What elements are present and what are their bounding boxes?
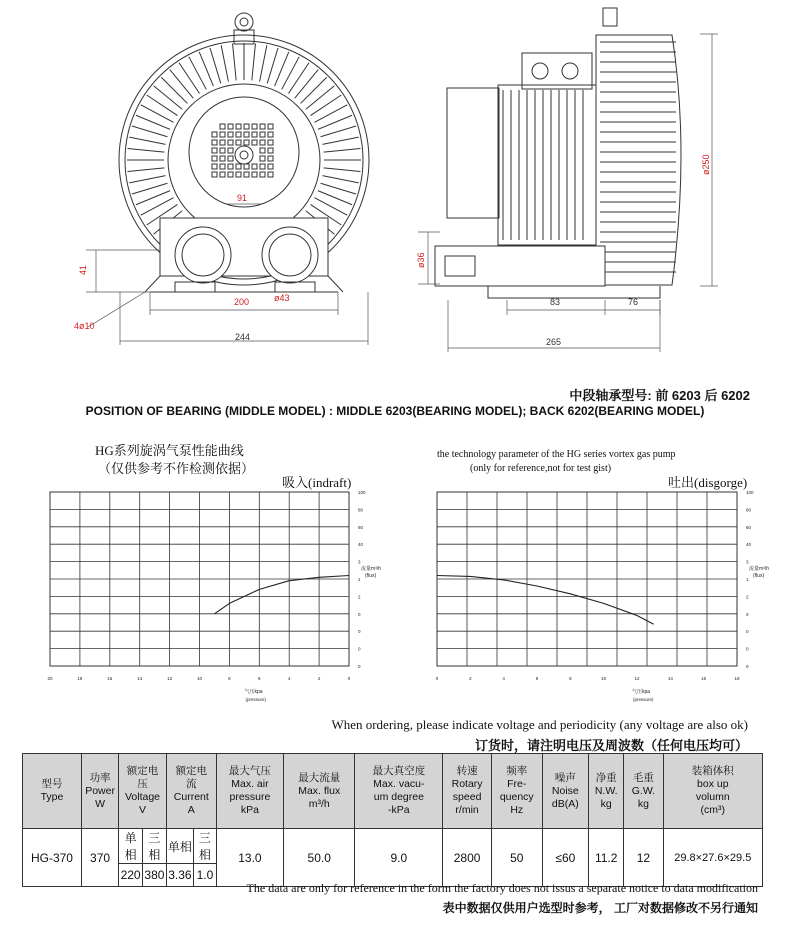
chart-frame bbox=[50, 492, 349, 666]
spec-table bbox=[22, 753, 763, 887]
y-tick-label: 1 bbox=[358, 577, 361, 582]
header-pressure: 最大气压 Max. air pressure kPa bbox=[216, 754, 283, 829]
y-tick-label: 60 bbox=[358, 524, 364, 530]
dim-200: 200 bbox=[234, 297, 250, 307]
vent-slot bbox=[228, 156, 233, 161]
series-line-disgorge bbox=[437, 576, 654, 625]
series-line-indraft bbox=[215, 576, 350, 614]
y-tick-label: 1 bbox=[746, 577, 749, 582]
vent-slot bbox=[220, 124, 225, 129]
flux-axis-label: 流量m³/h bbox=[361, 566, 382, 572]
x-tick-label: 18 bbox=[734, 676, 740, 681]
header-vacuum: 最大真空度 Max. vacu- um degree -kPa bbox=[355, 754, 443, 829]
vent-slot bbox=[244, 164, 249, 169]
fin-line bbox=[321, 126, 356, 137]
fin-line bbox=[321, 183, 356, 194]
vent-slot bbox=[268, 124, 273, 129]
front-view bbox=[86, 13, 369, 345]
y-tick-label: 0 bbox=[358, 646, 361, 652]
x-tick-label: 2 bbox=[317, 676, 321, 681]
vent-slot bbox=[228, 148, 233, 153]
y-tick-label: 40 bbox=[746, 542, 752, 548]
vent-slot bbox=[260, 172, 265, 177]
pressure-axis-label: 气压kpa bbox=[632, 689, 651, 695]
indraft-chart bbox=[47, 490, 381, 702]
dim-83: 83 bbox=[550, 297, 561, 307]
header-box-volume: 装箱体积 box up volumn (cm³) bbox=[663, 754, 762, 829]
cell-speed: 2800 bbox=[443, 829, 492, 887]
vent-slot bbox=[268, 132, 273, 137]
vent-slot bbox=[220, 132, 225, 137]
vent-slot bbox=[236, 164, 241, 169]
vent-slot bbox=[212, 164, 217, 169]
x-tick-label: 2 bbox=[469, 676, 472, 681]
vent-slot bbox=[228, 164, 233, 169]
cooling-fins bbox=[127, 43, 361, 234]
vent-slot bbox=[244, 172, 249, 177]
header-speed: 转速 Rotary speed r/min bbox=[443, 754, 492, 829]
vent-slot bbox=[236, 172, 241, 177]
cell-pressure: 13.0 bbox=[216, 829, 283, 887]
y-tick-label: 0 bbox=[358, 664, 361, 669]
fin-line bbox=[132, 183, 167, 194]
fin-line bbox=[128, 168, 165, 172]
x-tick-label: 0 bbox=[435, 676, 439, 681]
curve-title-cn: HG系列旋涡气泵性能曲线 bbox=[95, 443, 244, 458]
bearing-info-en: POSITION OF BEARING (MIDDLE MODEL) : MIDDLE 6203(BEARING MODEL); BACK 6202(BEARING MODEL) bbox=[85, 404, 705, 418]
flux-axis-unit: (flux) bbox=[753, 573, 765, 579]
vent-slot bbox=[252, 172, 257, 177]
footer-note-en: The data are only for reference in the form the factory does not issus a separate notice to data modification bbox=[246, 881, 758, 895]
cell-voltage-single: 220 bbox=[119, 864, 143, 887]
curve-subtitle-cn: （仅供参考不作检测依据） bbox=[98, 461, 255, 476]
flux-axis-unit: (flux) bbox=[365, 573, 377, 579]
phase-three-voltage: 三相 bbox=[143, 829, 167, 864]
bearing-info-cn: 中段轴承型号: 前 6203 后 6202 bbox=[569, 388, 750, 403]
vent-slot bbox=[260, 124, 265, 129]
vent-slot bbox=[252, 124, 257, 129]
fin-line bbox=[260, 45, 267, 81]
vent-slot bbox=[268, 148, 273, 153]
dim-244: 244 bbox=[235, 332, 251, 342]
fin-line bbox=[128, 149, 165, 153]
y-tick-label: 2 bbox=[746, 594, 749, 600]
motor-fins bbox=[503, 90, 583, 240]
x-tick-label: 12 bbox=[634, 676, 640, 681]
fin-line bbox=[301, 77, 327, 103]
vent-slot bbox=[228, 132, 233, 137]
flux-axis-label: 流量m³/h bbox=[749, 566, 770, 572]
x-tick-label: 0 bbox=[347, 676, 351, 681]
vent-slot bbox=[260, 140, 265, 145]
cell-flux: 50.0 bbox=[284, 829, 355, 887]
vent-slot bbox=[268, 164, 273, 169]
vent-slot bbox=[252, 140, 257, 145]
fin-line bbox=[324, 149, 361, 153]
y-tick-label: 0 bbox=[746, 629, 749, 635]
order-note-en: When ordering, please indicate voltage and periodicity (any voltage are also ok) bbox=[331, 717, 748, 732]
header-frequency: 频率 Fre- quency Hz bbox=[491, 754, 542, 829]
dim-43: ø43 bbox=[274, 293, 290, 303]
fin-line bbox=[322, 137, 358, 144]
vent-slot bbox=[252, 164, 257, 169]
vent-slot bbox=[212, 148, 217, 153]
cell-power: 370 bbox=[81, 829, 118, 887]
fin-line bbox=[170, 70, 193, 99]
engineering-drawing bbox=[0, 0, 790, 380]
header-noise: 噪声 Noise dB(A) bbox=[542, 754, 589, 829]
footer-note-cn: 表中数据仅供用户选型时参考， 工厂对数据修改不另行通知 bbox=[442, 901, 758, 915]
curve-subtitle-en: (only for reference,not for test gist) bbox=[470, 463, 612, 474]
phase-three-current: 三相 bbox=[194, 829, 217, 864]
dim-41: 41 bbox=[78, 264, 88, 275]
dim-36: ø36 bbox=[416, 252, 426, 268]
fin-line bbox=[161, 77, 187, 103]
header-net-weight: 净重 N.W. kg bbox=[589, 754, 624, 829]
cell-gross-weight: 12 bbox=[624, 829, 663, 887]
vent-slot bbox=[236, 132, 241, 137]
y-tick-label: 0 bbox=[746, 664, 749, 669]
y-tick-label: 80 bbox=[746, 507, 752, 513]
y-tick-label: 3 bbox=[746, 559, 749, 565]
fin-line bbox=[295, 70, 318, 99]
x-tick-label: 14 bbox=[667, 676, 673, 681]
cell-frequency: 50 bbox=[491, 829, 542, 887]
vent-slot bbox=[212, 140, 217, 145]
cell-noise: ≤60 bbox=[542, 829, 589, 887]
dim-4-10: 4ø10 bbox=[74, 321, 95, 331]
cell-vacuum: 9.0 bbox=[355, 829, 443, 887]
y-tick-label: 0 bbox=[746, 646, 749, 652]
vent-slot bbox=[228, 140, 233, 145]
x-tick-label: 14 bbox=[137, 676, 143, 681]
header-flux: 最大流量 Max. flux m³/h bbox=[284, 754, 355, 829]
vent-slot bbox=[244, 132, 249, 137]
order-note-cn: 订货时，请注明电压及周波数（任何电压均可） bbox=[474, 738, 748, 753]
cell-model: HG-370 bbox=[23, 829, 82, 887]
vent-slot bbox=[212, 172, 217, 177]
header-voltage: 额定电 压 Voltage V bbox=[119, 754, 167, 829]
header-power: 功率 Power W bbox=[81, 754, 118, 829]
vent-slot bbox=[252, 132, 257, 137]
fin-line bbox=[324, 168, 361, 172]
chart-frame bbox=[437, 492, 737, 666]
vent-slot bbox=[244, 140, 249, 145]
vent-slot bbox=[228, 172, 233, 177]
x-tick-label: 8 bbox=[228, 676, 231, 681]
dim-250: ø250 bbox=[701, 154, 711, 175]
vent-slot bbox=[260, 156, 265, 161]
vent-slot bbox=[260, 132, 265, 137]
table-header-row bbox=[23, 754, 763, 829]
y-tick-label: 100 bbox=[358, 490, 366, 495]
y-tick-label: 80 bbox=[358, 507, 364, 513]
x-tick-label: 20 bbox=[47, 676, 53, 681]
dim-76: 76 bbox=[628, 297, 639, 307]
vent-slot bbox=[268, 172, 273, 177]
cell-current-single: 3.36 bbox=[166, 864, 193, 887]
y-tick-label: 60 bbox=[746, 524, 752, 530]
vent-slot bbox=[220, 156, 225, 161]
cell-current-three: 1.0 bbox=[194, 864, 217, 887]
x-tick-label: 6 bbox=[258, 676, 261, 681]
vent-slot bbox=[212, 156, 217, 161]
indraft-label: 吸入(indraft) bbox=[282, 475, 352, 490]
vent-grid bbox=[212, 124, 273, 177]
vent-slot bbox=[220, 140, 225, 145]
x-tick-label: 4 bbox=[502, 676, 505, 681]
y-tick-label: 100 bbox=[746, 490, 754, 495]
x-tick-label: 10 bbox=[196, 676, 203, 681]
cell-voltage-three: 380 bbox=[143, 864, 167, 887]
x-tick-label: 6 bbox=[535, 676, 539, 681]
vent-slot bbox=[236, 140, 241, 145]
disgorge-chart bbox=[436, 490, 769, 702]
x-tick-label: 16 bbox=[107, 676, 113, 681]
pressure-axis-unit: (pressure) bbox=[633, 697, 654, 702]
fin-line bbox=[129, 176, 165, 183]
y-tick-label: 3 bbox=[358, 559, 361, 565]
fin-line bbox=[129, 137, 165, 144]
table-row bbox=[23, 829, 763, 864]
x-tick-label: 18 bbox=[77, 676, 83, 681]
fin-line bbox=[267, 48, 278, 83]
header-gross-weight: 毛重 G.W. kg bbox=[624, 754, 663, 829]
y-tick-label: 0 bbox=[358, 629, 361, 635]
y-tick-label: 2 bbox=[358, 594, 361, 600]
header-current: 额定电 流 Current A bbox=[166, 754, 216, 829]
x-tick-label: 4 bbox=[287, 676, 291, 681]
dim-265: 265 bbox=[546, 337, 562, 347]
fin-line bbox=[147, 95, 178, 116]
vent-slot bbox=[228, 124, 233, 129]
pressure-axis-unit: (pressure) bbox=[245, 697, 267, 702]
pressure-axis-label: 气压kpa bbox=[244, 689, 263, 695]
fin-line bbox=[221, 45, 228, 81]
vent-slot bbox=[260, 148, 265, 153]
fin-line bbox=[210, 48, 221, 83]
cell-net-weight: 11.2 bbox=[589, 829, 624, 887]
fin-line bbox=[233, 44, 237, 81]
fin-line bbox=[179, 63, 200, 94]
vent-slot bbox=[236, 124, 241, 129]
fin-line bbox=[132, 126, 167, 137]
x-tick-label: 16 bbox=[701, 676, 707, 681]
fin-line bbox=[322, 176, 358, 183]
vent-slot bbox=[244, 124, 249, 129]
x-tick-label: 8 bbox=[569, 676, 572, 681]
y-tick-label: 40 bbox=[358, 542, 364, 548]
vent-slot bbox=[268, 156, 273, 161]
fin-line bbox=[252, 44, 256, 81]
fin-line bbox=[306, 86, 335, 109]
vent-slot bbox=[220, 148, 225, 153]
x-tick-label: 10 bbox=[601, 676, 607, 681]
fin-line bbox=[154, 86, 183, 109]
curve-title-en: the technology parameter of the HG series vortex gas pump bbox=[437, 449, 676, 460]
vent-slot bbox=[220, 164, 225, 169]
vent-slot bbox=[260, 164, 265, 169]
vent-slot bbox=[268, 140, 273, 145]
x-tick-label: 12 bbox=[167, 676, 173, 681]
y-tick-label: 0 bbox=[746, 611, 749, 617]
dim-91: 91 bbox=[237, 193, 248, 203]
y-tick-label: 0 bbox=[358, 611, 361, 617]
cell-box-volume: 29.8×27.6×29.5 bbox=[663, 829, 762, 887]
vent-slot bbox=[212, 132, 217, 137]
phase-single-voltage: 单相 bbox=[119, 829, 143, 864]
header-model: 型号 Type bbox=[23, 754, 82, 829]
fin-line bbox=[288, 63, 309, 94]
fin-line bbox=[311, 95, 342, 116]
side-view bbox=[418, 8, 718, 352]
vent-slot bbox=[220, 172, 225, 177]
phase-single-current: 单相 bbox=[166, 829, 193, 864]
disgorge-label: 吐出(disgorge) bbox=[668, 475, 748, 490]
